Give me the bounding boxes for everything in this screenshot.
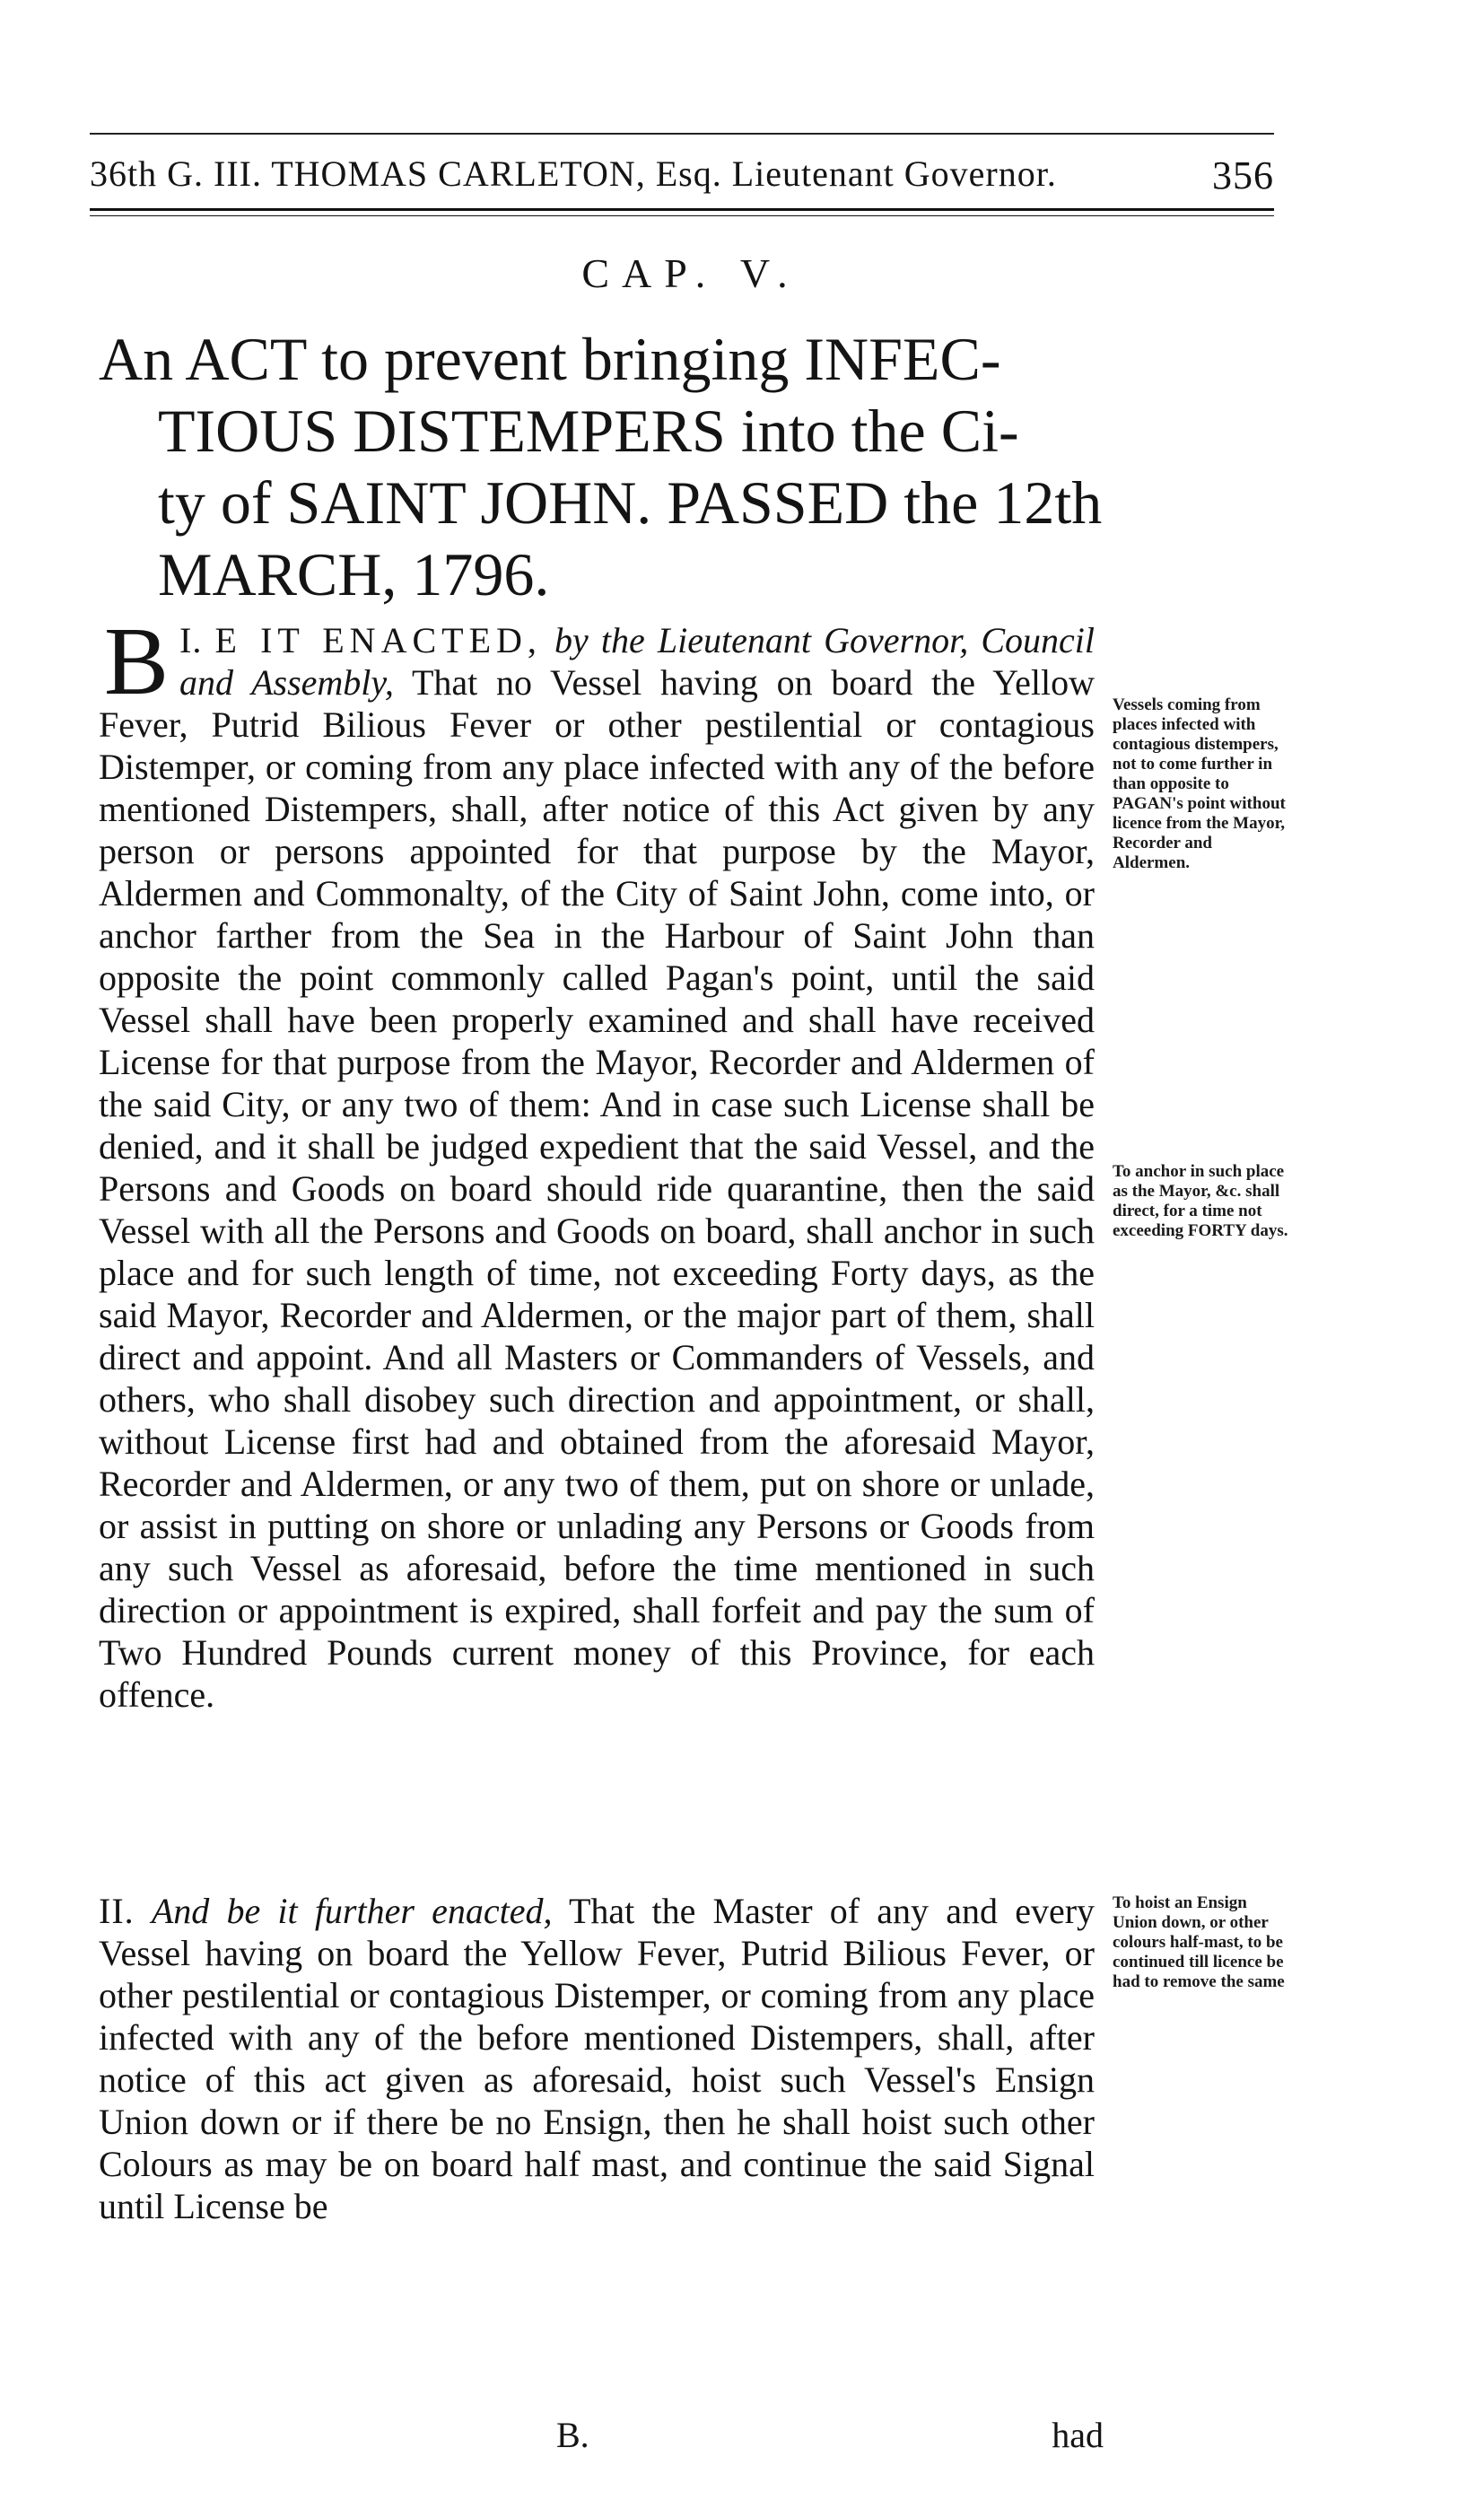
header-rule <box>90 208 1274 211</box>
section-2 <box>99 1890 1095 2227</box>
act-title <box>99 323 1113 610</box>
section-1 <box>99 608 1096 1716</box>
marginal-note: To hoist an Ensign Union down, or other colours half-mast, to be continued till licence be had to remove the same <box>1113 1893 1285 1991</box>
running-head: 36th G. III. THOMAS CARLETON, Esq. Lieutenant Governor. <box>90 153 1057 194</box>
title-line: ty of SAINT JOHN. PASSED the 12th <box>158 468 1103 537</box>
section-text: That no Vessel having on board the Yellow Fever, Putrid Bilious Fever or other pestilential or contagious Distemper, or coming from any place infected with any of the before mentioned Distempers, shall, after notice of this Act given by any person or persons appointed for that purpose by the Mayor, Aldermen and Commonalty, of the City of Saint John, come into, or anchor farther from the Sea in the Harbour of Saint John than opposite the point commonly called Pagan's point, until the said Vessel shall have been properly examined and shall have received License for that purpose from the Mayor, Recorder and Aldermen of the said City, or any two of them: And in case such License shall be denied, and it shall be judged expedient that the said Vessel, and the Persons and Goods on board should ride quarantine, then the said Vessel with all the Persons and Goods on board, shall anchor in such place and for such length of time, not exceeding Forty days, as the said Mayor, Recorder and Aldermen, or the major part of them, shall direct and appoint. And all Masters or Commanders of Vessels, and others, who shall disobey such direction and appointment, or shall, without License first had and obtained from the aforesaid Mayor, Recorder and Aldermen, or any two of them, put on shore or unlade, or assist in putting on shore or unlading any Persons or Goods from any such Vessel as aforesaid, before the time mentioned in such direction or appointment is expired, shall forfeit and pay the sum of Two Hundred Pounds current money of this Province, for each offence. <box>99 662 1096 1715</box>
top-rule <box>90 133 1274 135</box>
chapter-heading: CAP. V. <box>581 250 800 296</box>
title-line: TIOUS DISTEMPERS into the Ci- <box>158 397 1019 465</box>
marginal-note: To anchor in such place as the Mayor, &c. shall direct, for a time not exceeding FORTY days. <box>1113 1162 1288 1240</box>
section-number: I. <box>179 620 203 660</box>
enacting-clause: And be it further enacted, <box>151 1891 553 1931</box>
section-text: That the Master of any and every Vessel having on board the Yellow Fever, Putrid Bilious Fever, or other pestilential or contagious Distemper, or coming from any place infected with any of the before mentioned Distempers, shall, after notice of this act given as aforesaid, hoist such Vessel's Ensign Union down or if there be no Ensign, then he shall hoist such other Colours as may be on board half mast, and continue the said Signal until License be <box>99 1891 1096 2226</box>
section-number: II. <box>99 1891 135 1931</box>
header-rule-thin <box>90 215 1274 216</box>
title-line: An ACT to prevent bringing INFEC- <box>99 325 1001 393</box>
enacting-caps: E IT ENACTED, <box>214 620 542 660</box>
page-number: 356 <box>1212 153 1274 197</box>
marginal-note: Vessels coming from places infected with contagious distempers, not to come further in than opposite to PAGAN's point without licence from the Mayor, Recorder and Aldermen. <box>1113 695 1286 872</box>
running-header <box>90 153 1274 206</box>
signature-mark: B. <box>556 2415 589 2455</box>
title-line: MARCH, 1796. <box>158 540 550 608</box>
page-footer <box>99 2414 1104 2459</box>
enacting-clause: by the Lieutenant Governor, Council and Assembly, <box>179 620 1096 703</box>
catchword: had <box>1052 2415 1104 2455</box>
drop-cap: B <box>104 608 170 715</box>
